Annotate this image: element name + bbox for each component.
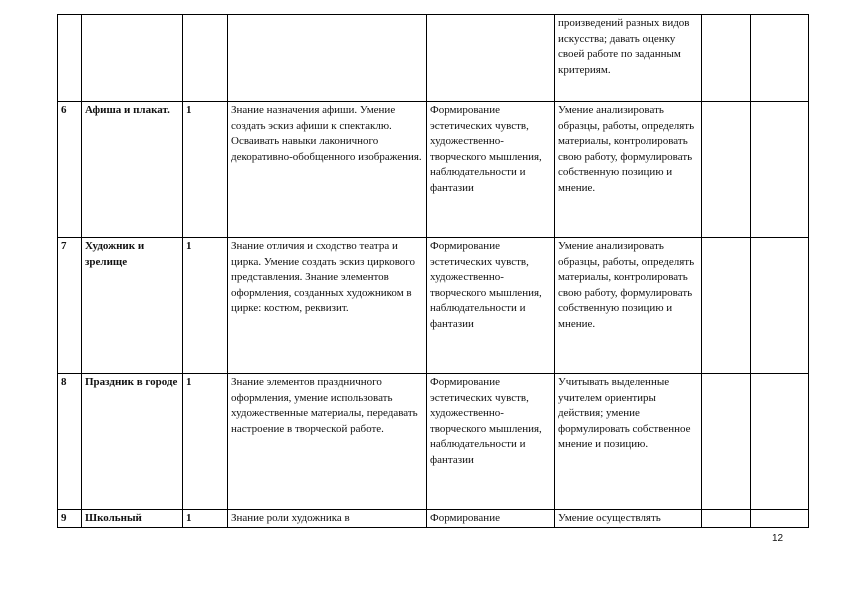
metasubject-results: Умение анализировать образцы, работы, определять материалы, контролировать свою работу, формулировать собственную позицию и мнение.: [555, 238, 702, 374]
empty-cell-8: [751, 510, 809, 528]
table-row: [58, 238, 809, 374]
metasubject-results: Умение анализировать образцы, работы, определять материалы, контролировать свою работу, формулировать собственную позицию и мнение.: [555, 102, 702, 238]
subject-results: Знание отличия и сходство театра и цирка. Умение создать эскиз циркового представления. Знание элементов оформления, созданных художником в цирке: костюм, реквизит.: [228, 238, 427, 374]
table-row: [58, 15, 809, 102]
lesson-number: [58, 15, 82, 102]
personal-results: Формирование эстетических чувств, художественно-творческого мышления, наблюдательности и фантазии: [427, 102, 555, 238]
lesson-topic: Праздник в городе: [82, 374, 183, 510]
empty-cell-8: [751, 15, 809, 102]
metasubject-results: произведений разных видов искусства; давать оценку своей работе по заданным критериям.: [555, 15, 702, 102]
personal-results: Формирование эстетических чувств, художественно-творческого мышления, наблюдательности и фантазии: [427, 374, 555, 510]
lesson-topic: Художник и зрелище: [82, 238, 183, 374]
subject-results: Знание назначения афиши. Умение создать эскиз афиши к спектаклю. Осваивать навыки лаконичного декоративно-обобщенного изображения.: [228, 102, 427, 238]
empty-cell-7: [702, 374, 751, 510]
empty-cell-8: [751, 238, 809, 374]
lesson-number: 6: [58, 102, 82, 238]
lesson-hours: [183, 15, 228, 102]
lesson-number: 9: [58, 510, 82, 528]
lesson-topic: Школьный: [82, 510, 183, 528]
lesson-hours: 1: [183, 374, 228, 510]
table-row: [58, 510, 809, 528]
lesson-topic: Афиша и плакат.: [82, 102, 183, 238]
personal-results: Формирование эстетических чувств, художественно-творческого мышления, наблюдательности и фантазии: [427, 238, 555, 374]
personal-results: Формирование: [427, 510, 555, 528]
empty-cell-7: [702, 238, 751, 374]
empty-cell-7: [702, 510, 751, 528]
metasubject-results: Умение осуществлять: [555, 510, 702, 528]
personal-results: [427, 15, 555, 102]
lesson-hours: 1: [183, 510, 228, 528]
lesson-hours: 1: [183, 238, 228, 374]
lesson-hours: 1: [183, 102, 228, 238]
subject-results: Знание роли художника в: [228, 510, 427, 528]
empty-cell-8: [751, 374, 809, 510]
subject-results: Знание элементов праздничного оформления, умение использовать художественные материалы, передавать настроение в творческой работе.: [228, 374, 427, 510]
lesson-plan-table: [57, 14, 809, 528]
empty-cell-8: [751, 102, 809, 238]
lesson-topic: [82, 15, 183, 102]
table-row: [58, 102, 809, 238]
page-number: 12: [772, 533, 784, 544]
empty-cell-7: [702, 15, 751, 102]
lesson-number: 8: [58, 374, 82, 510]
empty-cell-7: [702, 102, 751, 238]
lesson-number: 7: [58, 238, 82, 374]
subject-results: [228, 15, 427, 102]
table-row: [58, 374, 809, 510]
metasubject-results: Учитывать выделенные учителем ориентиры действия; умение формулировать собственное мнение и позицию.: [555, 374, 702, 510]
